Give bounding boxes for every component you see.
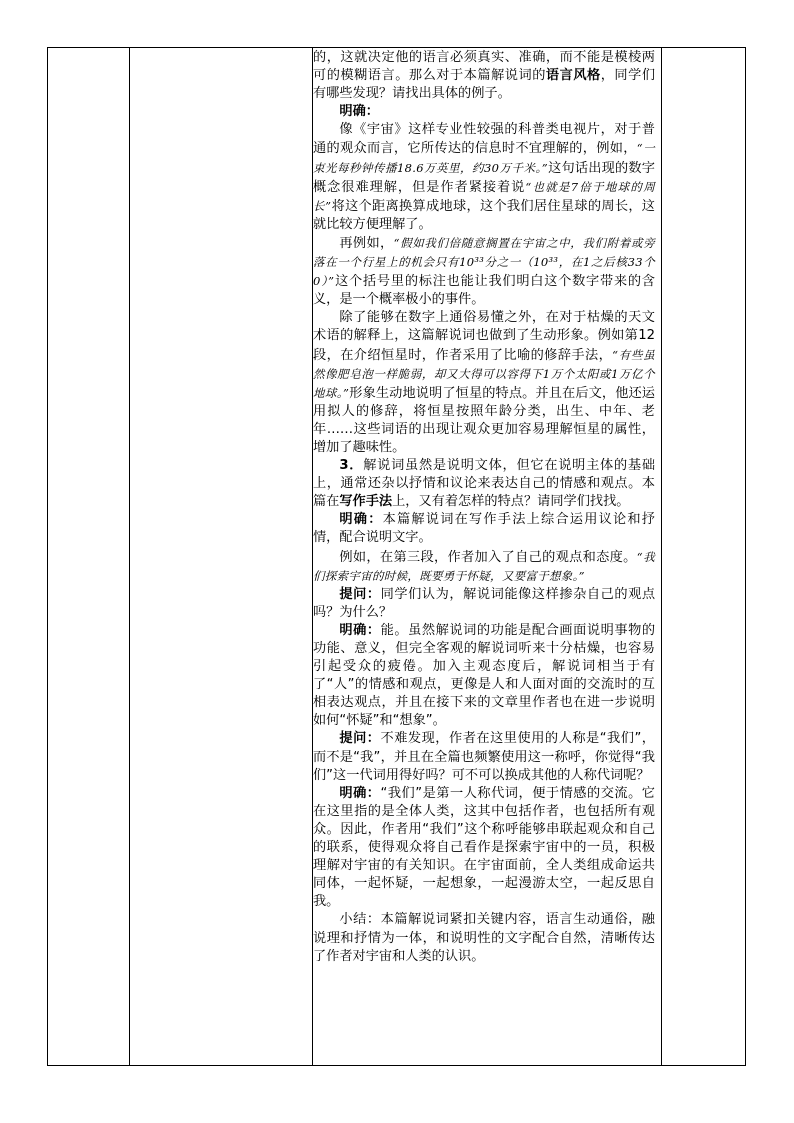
paragraph-answer-pronoun: 明确：“我们”是第一人称代词，便于情感的交流。它在这里指的是全体人类，这其中包括作者，也包括所有观众。因此，作者用“我们”这个称呼能够串联起观众和自己的联系，使得观众将自己看作是探索宇宙中的一员，积极理解对宇宙的有关知识。在宇宙面前，全人类组成命运共同体，一起怀疑，一起想象，一起漫游太空，一起反思自我。 [313,785,655,910]
paragraph-example-probability: 再例如，“假如我们倍随意搁置在宇宙之中，我们附着或旁落在一个行星上的机会只有10³³分之一（10³³，在1之后核33个0）”这个括号里的标注也能让我们明白这个数字带来的含义，是一个概率极小的事件。 [313,235,655,308]
paragraph-example-third-section: 例如，在第三段，作者加入了自己的观点和态度。“我们探索宇宙的时候，既要勇于怀疑，又要富于想象。” [313,549,655,583]
paragraph-example-speed-of-light: 像《宇宙》这样专业性较强的科普类电视片，对于普通的观众而言，它所传达的信息时不宜理解的，例如，“一束光每秒钟传播18.6万英里，约30万千米。”这句话出现的数字概念很难理解，但是作者紧接着说“也就是7倍于地球的周长”将这个距离换算成地球，这个我们居住星球的周长，这就比较方便理解了。 [313,122,655,232]
paragraph-answer-opinion: 明确：能。虽然解说词的功能是配合画面说明事物的功能、意义，但完全客观的解说词听来十分枯燥，也容易引起受众的疲倦。加入主观态度后，解说词相当于有了“人”的情感和观点，更像是人和人面对面的交流时的互相表达观点，并且在接下来的文章里作者也在进一步说明如何“怀疑”和“想象”。 [313,622,656,729]
paragraph-example-metaphor: 除了能够在数字上通俗易懂之外，在对于枯燥的天文术语的解释上，这篇解说词也做到了生动形象。例如第12段，在介绍恒星时，作者采用了比喻的修辞手法，“有些虽然像肥皂泡一样脆弱，却又大得可以容得下1万个太阳或1万亿个地球。”形象生动地说明了恒星的特点。并且在后文，他还运用拟人的修辞，将恒星按照年龄分类，出生、中年、老年……这些词语的出现让观众更加容易理解恒星的属性，增加了趣味性。 [313,310,655,455]
table-column-2 [129,48,313,1065]
paragraph-answer-technique: 明确：本篇解说词在写作手法上综合运用议论和抒情，配合说明文字。 [313,512,655,546]
paragraph-language-style-question: 的，这就决定他的语言必须真实、准确，而不能是模棱两可的模糊语言。那么对于本篇解说词的语言风格，同学们有哪些发现？请找出具体的例子。 [313,50,656,102]
teaching-content-cell [313,49,655,966]
paragraph-summary: 小结：本篇解说词紧扣关键内容，语言生动通俗，融说理和抒情为一体，和说明性的文字配合自然，清晰传达了作者对宇宙和人类的认识。 [313,912,655,964]
paragraph-question-opinion: 提问：同学们认为，解说词能像这样掺杂自己的观点吗？为什么？ [313,586,656,620]
table-column-1 [48,48,130,1065]
paragraph-writing-technique-question: 3．解说词虽然是说明文体，但它在说明主体的基础上，通常还杂以抒情和议论来表达自己的情感和观点。本篇在写作手法上，又有着怎样的特点？请同学们找找。 [313,458,656,510]
paragraph-question-pronoun: 提问：不难发现，作者在这里使用的人称是“我们”，而不是“我”，并且在全篇也频繁使用这一称呼，你觉得“我们”这一代词用得好吗？可不可以换成其他的人称代词呢？ [313,731,655,783]
paragraph-answer-label: 明确： [339,104,379,120]
